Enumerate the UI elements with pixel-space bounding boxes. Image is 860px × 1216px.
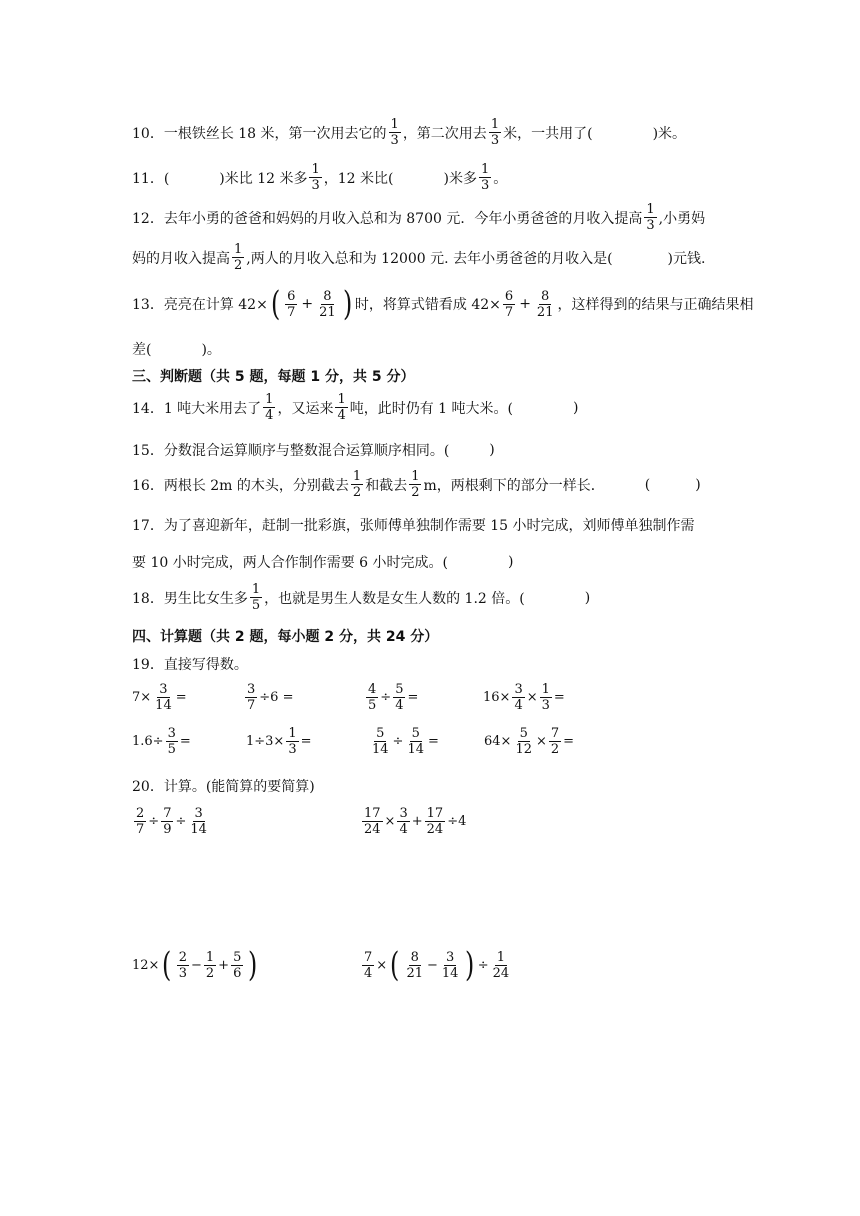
fraction: $\frac{1}{3}$: [490, 117, 500, 148]
fraction: $\frac{1}{4}$: [265, 392, 274, 423]
question-15: 15．分数混合运算顺序与整数混合运算顺序相同。( ): [132, 442, 495, 459]
section-3-heading: 三、判断题（共 5 题，每题 1 分，共 5 分）: [132, 369, 415, 385]
fraction: $\frac{1}{2}$: [234, 242, 243, 273]
calc-item: 1.6÷ $\frac{3}{5}$ =: [132, 726, 191, 757]
calc-item: 16× $\frac{3}{4}$ × $\frac{1}{3}$ =: [483, 682, 565, 713]
question-12-line-2: 妈的月收入提高 $\frac{1}{2}$ ,两人的月收入总和为 12000 元. 去年小勇爸爸的月收入是( )元钱.: [132, 242, 706, 273]
question-18: 18．男生比女生多 $\frac{1}{5}$ ，也就是男生人数是女生人数的 1.2 倍。( ): [132, 582, 591, 613]
fraction: $\frac{6}{7}$: [504, 288, 514, 320]
calc-item: $\frac{2}{7}$ ÷ $\frac{7}{9}$ ÷ $\frac{3}{14}$: [136, 806, 207, 837]
fraction: $\frac{1}{3}$: [311, 162, 320, 193]
calc-item: 12× ( $\frac{2}{3}$ − $\frac{1}{2}$ + $\frac{5}{6}$ ): [132, 945, 258, 985]
fraction: $\frac{6}{7}$: [287, 288, 296, 320]
question-12-line-1: 12．去年小勇的爸爸和妈妈的月收入总和为 8700 元．今年小勇爸爸的月收入提高 $\frac{1}{3}$ ,小勇妈: [132, 202, 706, 233]
calc-item: 64× $\frac{5}{12}$ × $\frac{7}{2}$ =: [484, 726, 575, 757]
fraction: $\frac{1}{3}$: [480, 162, 490, 193]
question-17-line-1: 17．为了喜迎新年，赶制一批彩旗，张师傅单独制作需要 15 小时完成，刘师傅单独制作需: [132, 518, 695, 534]
fraction: $\frac{1}{2}$: [352, 469, 362, 500]
calc-item: $\frac{3}{7}$ ÷6 =: [247, 682, 294, 713]
calc-item: 7× $\frac{3}{14}$ =: [132, 682, 187, 713]
question-13-line-1: 13．亮亮在计算 42× ( $\frac{6}{7}$ + $\frac{8}{21}$ ) 时，将算式错看成 42× $\frac{6}{7}$ + $\frac{8}{21}$ ，这样得到的结果与正确结果相: [132, 284, 754, 324]
question-16: 16．两根长 2m 的木头，分别截去 $\frac{1}{2}$ 和截去 $\frac{1}{2}$ m，两根剩下的部分一样长． ( ): [132, 469, 701, 500]
calc-item: 1÷3× $\frac{1}{3}$ =: [246, 726, 312, 757]
question-14: 14．1 吨大米用去了 $\frac{1}{4}$ ，又运来 $\frac{1}{4}$ 吨，此时仍有 1 吨大米。( ): [132, 392, 579, 423]
section-4-heading: 四、计算题（共 2 题，每小题 2 分，共 24 分）: [132, 629, 439, 645]
calc-item: $\frac{5}{14}$ ÷ $\frac{5}{14}$ =: [372, 726, 439, 757]
fraction: $\frac{8}{21}$: [536, 288, 554, 320]
question-20: 20．计算。(能简算的要简算): [132, 779, 315, 795]
fraction: $\frac{1}{5}$: [251, 582, 261, 613]
fraction: $\frac{1}{3}$: [390, 117, 399, 148]
question-13-line-2: 差( )。: [132, 342, 221, 358]
fraction: $\frac{1}{4}$: [337, 392, 346, 423]
question-10: 10．一根铁丝长 18 米，第一次用去它的 $\frac{1}{3}$ ，第二次用去 $\frac{1}{3}$ 米，一共用了( )米。: [132, 117, 687, 148]
fraction: $\frac{1}{2}$: [411, 469, 420, 500]
fraction: $\frac{1}{3}$: [646, 202, 655, 233]
question-17-line-2: 要 10 小时完成，两人合作制作需要 6 小时完成。( ): [132, 554, 514, 571]
fraction: $\frac{8}{21}$: [319, 288, 336, 320]
calc-item: $\frac{4}{5}$ ÷ $\frac{5}{4}$ =: [368, 682, 419, 713]
question-11: 11．( )米比 12 米多 $\frac{1}{3}$ ，12 米比( )米多 $\frac{1}{3}$ 。: [132, 162, 508, 193]
calc-item: $\frac{17}{24}$ × $\frac{3}{4}$ + $\frac{17}{24}$ ÷4: [364, 806, 467, 837]
calc-item: $\frac{7}{4}$ × ( $\frac{8}{21}$ − $\frac{3}{14}$ ) ÷ $\frac{1}{24}$: [364, 945, 510, 985]
question-19: 19．直接写得数。: [132, 657, 248, 673]
